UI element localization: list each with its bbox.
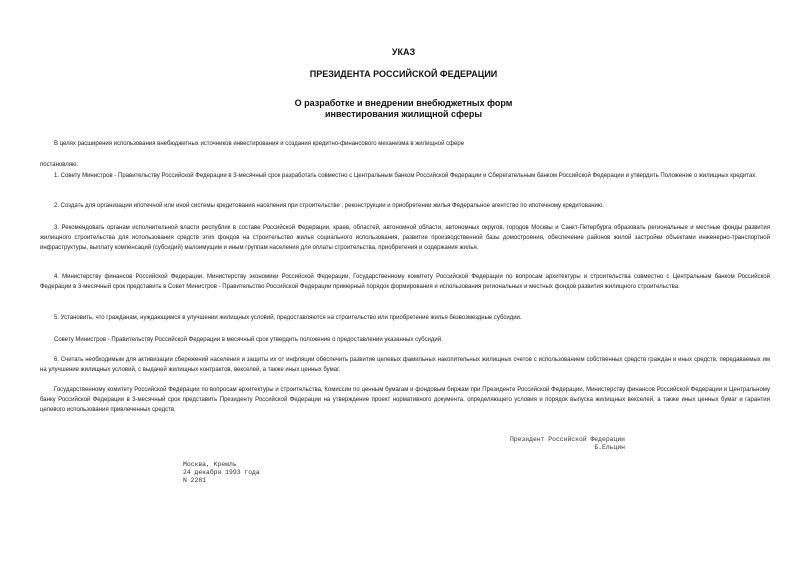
clause-4: 4. Министерству финансов Российской Федерации, Министерству экономики Российской Федерации, Государственному комитету Российской Федерации по вопросам архитектуры и строительства совместно с Центральным банком Российской Федерации в 3-месячный срок представить в Совет Министров - Правительство Российской Федерации примерный порядок формирования и использования региональных и местных фондов развития жилищного строительства. bbox=[40, 274, 770, 290]
document-subject bbox=[0, 98, 807, 120]
decree-word: постановляю: bbox=[40, 162, 79, 168]
issue-date: 24 декабря 1993 года bbox=[183, 469, 260, 476]
clause-1: 1. Совету Министров - Правительству Российской Федерации в 3-месячный срок разработать совместно с Центральным банком Российской Федерации и Сберегательным банком Российской Федерации и утвердить Положение о жилищных кредитах. bbox=[54, 173, 757, 179]
subject-line-1: О разработке и внедрении внебюджетных форм bbox=[294, 98, 513, 108]
issue-place: Москва, Кремль bbox=[183, 461, 237, 468]
document-number: N 2281 bbox=[183, 477, 207, 484]
clause-5: 5. Установить, что гражданам, нуждающимся в улучшении жилищных условий, предоставляются на строительство или приобретение жилья безвозмездные субсидии. bbox=[54, 315, 522, 321]
signer-name: Б.Ельцин bbox=[594, 444, 625, 451]
document-issuer: ПРЕЗИДЕНТА РОССИЙСКОЙ ФЕДЕРАЦИИ bbox=[309, 69, 498, 79]
clause-2: 2. Создать для организации ипотечной или иной системы кредитования населения при строительстве , реконструкции и приобретении жилья Федеральное агентство по ипотечному кредитованию. bbox=[54, 203, 605, 209]
clause-3: 3. Рекомендовать органам исполнительной власти республик в составе Российской Федерации, краев, областей, автономной области, автономных округов, городов Москвы и Санкт-Петербурга образовать региональные и местные фонды развития жилищного строительства для использования средств этих фондов на строительство жилья социального использования, развитие производственной базы домостроения, обеспечение районов жилой застройки объектами инженерно-транспортной инфраструктуры, выплату компенсаций (субсидий) малоимущим и иным группам населения для оплаты строительства, приобретения и содержания жилья. bbox=[40, 225, 770, 251]
clause-6: 6. Считать необходимым для активизации сбережений населения и защиты их от инфляции обеспечить развитие целевых фамильных накопительных жилищных счетов с использованием собственных средств граждан и иных средств, передаваемых им на улучшение жилищных условий, с выдачей жилищных контрактов, векселей, а также иных ценных бумаг. bbox=[40, 357, 770, 373]
clause-5-addendum: Совету Министров - Правительству Российской Федерации в месячный срок утвердить положение о предоставлении указанных субсидий. bbox=[54, 337, 443, 343]
signature-block bbox=[500, 436, 625, 452]
signer-title: Президент Российской Федерации bbox=[509, 436, 625, 443]
preamble-paragraph: В целях расширения использования внебюджетных источников инвестирования и создания кредитно-финансового механизма в жилищной сфере bbox=[54, 141, 465, 147]
issue-details bbox=[183, 461, 260, 485]
document-title: УКАЗ bbox=[391, 47, 416, 57]
subject-line-2: инвестирования жилищной сферы bbox=[324, 109, 483, 119]
clause-6-addendum: Государственному комитету Российской Федерации по вопросам архитектуры и строительства, Комиссии по ценным бумагам и фондовым биржам при Президенте Российской Федерации, Министерству финансов Российской Федерации и Центральному банку Российской Федерации в 3-месячный срок представить Президенту Российской Федерации на утверждение проект нормативного документа, определяющего условия и порядок выпуска жилищных векселей, а также иных ценных бумаг и гарантии целевого использования привлеченных средств. bbox=[40, 387, 770, 413]
